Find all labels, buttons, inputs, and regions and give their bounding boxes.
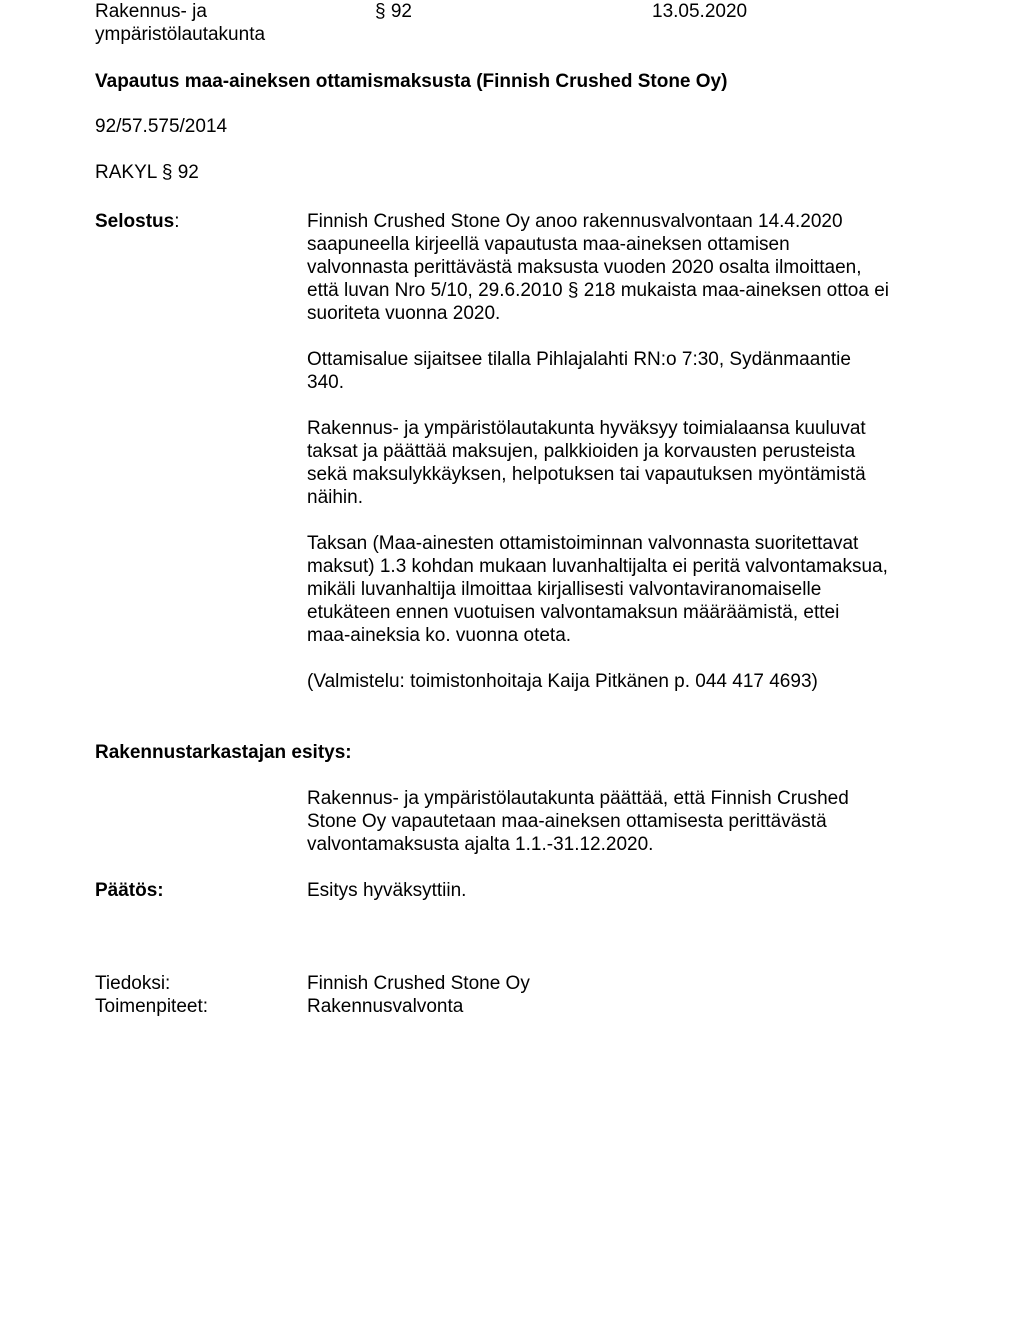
selostus-paragraph: Ottamisalue sijaitsee tilalla Pihlajalahti RN:o 7:30, Sydänmaantie 340.: [307, 349, 851, 393]
document-title: Vapautus maa-aineksen ottamismaksusta (Finnish Crushed Stone Oy): [95, 71, 728, 92]
meeting-date: 13.05.2020: [652, 1, 748, 22]
toimenpiteet-value: Rakennusvalvonta: [307, 996, 464, 1017]
selostus-colon: :: [174, 211, 180, 232]
esitys-text: Rakennus- ja ympäristölautakunta päättää, että Finnish Crushed Stone Oy vapautetaan maa-aineksen ottamisesta perittävästä valvontamaksusta ajalta 1.1.-31.12.2020.: [307, 788, 849, 855]
committee-name: Rakennus- ja ympäristölautakunta: [95, 1, 266, 45]
paatos-text: Esitys hyväksyttiin.: [307, 880, 467, 901]
toimenpiteet-label: Toimenpiteet:: [95, 996, 209, 1017]
tiedoksi-value: Finnish Crushed Stone Oy: [307, 973, 530, 994]
paatos-label: Päätös:: [95, 880, 164, 901]
selostus-body: [307, 210, 937, 693]
record-number: 92/57.575/2014: [95, 116, 228, 137]
rakyl-reference: RAKYL § 92: [95, 162, 199, 183]
selostus-paragraph: Rakennus- ja ympäristölautakunta hyväksyy toimialaansa kuuluvat taksat ja päättää maksujen, palkkioiden ja korvausten perusteista sekä maksulykkäyksen, helpotuksen tai vapautuksen myöntämistä näihin.: [307, 418, 866, 508]
selostus-paragraph: Finnish Crushed Stone Oy anoo rakennusvalvontaan 14.4.2020 saapuneella kirjeellä vapautusta maa-aineksen ottamisen valvonnasta perittävästä maksusta vuoden 2020 osalta ilmoittaen, että luvan Nro 5/10, 29.6.2010 § 218 mukaista maa-aineksen ottoa ei suoriteta vuonna 2020.: [307, 211, 889, 324]
section-number: § 92: [375, 1, 412, 22]
preparer-note: (Valmistelu: toimistonhoitaja Kaija Pitkänen p. 044 417 4693): [307, 671, 818, 692]
selostus-heading: [95, 210, 179, 233]
selostus-label: Selostus: [95, 211, 175, 232]
selostus-paragraph: Taksan (Maa-ainesten ottamistoiminnan valvonnasta suoritettavat maksut) 1.3 kohdan mukaan luvanhaltijalta ei peritä valvontamaksua, mikäli luvanhaltija ilmoittaa kirjallisesti valvontaviranomaiselle etukäteen ennen vuotuisen valvontamaksun määräämistä, ettei maa-aineksia ko. vuonna oteta.: [307, 533, 888, 646]
tiedoksi-label: Tiedoksi:: [95, 973, 171, 994]
esitys-label: Rakennustarkastajan esitys:: [95, 742, 352, 763]
